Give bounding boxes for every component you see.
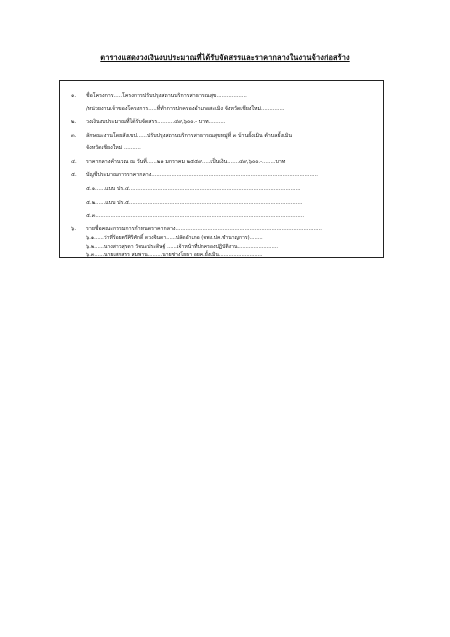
sub-item: ๕.๒......แบบ ปร.๕....................................................................................................... xyxy=(86,200,303,206)
document-title: ตารางแสดงวงเงินงบประมาณที่ได้รับจัดสรรและราคากลางในงานจ้างก่อสร้าง xyxy=(100,53,350,62)
item-median-price: ราคากลางคำนวณ ณ วันที่......๒๑ มกราคม ๒๕๕๙.....เป็นเงิน.......๔๙,๖๐๐.-........บาท xyxy=(86,159,286,165)
item-project-name: ชื่อโครงการ.....โครงการปรับปรุงสถานบริการสาธารณสุข.................. xyxy=(86,93,247,99)
item-number: ๕. xyxy=(71,172,77,178)
item-number: ๑. xyxy=(71,93,77,99)
item-number: ๔. xyxy=(71,159,77,165)
item-committee: รายชื่อคณะกรรมการกำหนดราคากลาง....................................................................................... xyxy=(86,226,322,232)
sub-item: ๖.๓......นายเสกสรร สมพาน.........นายช่างโยธา อยค.ยั้งเมิน........................... xyxy=(86,252,263,258)
item-budget: วงเงินงบประมาณที่ได้รับจัดสรร..........๔๙,๖๐๐.- บาท.......... xyxy=(86,119,226,125)
sub-item: ๖.๒......นางสาวสุรดา วัจนะประดิษฐ์ ......เจ้าหน้าที่ปกครองปฏิบัติงาน......................... xyxy=(86,244,278,250)
item-province: จังหวัดเชียงใหม่ .......... xyxy=(86,145,141,151)
sub-item: ๕.๓............................................................................................................................ xyxy=(86,213,305,219)
item-work-description: ลักษณะงานโดยสังเขป......ปรับปรุงสถานบริการสาธารณสุขหมู่ที่ ๓ บ้านยั้งเมิน ตำบลยั้งเมิน xyxy=(86,133,293,139)
item-number: ๓. xyxy=(71,133,77,139)
item-number: ๒. xyxy=(71,119,77,125)
item-number: ๖. xyxy=(71,226,77,232)
sub-item: ๕.๑......แบบ ปร.๔...................................................................................................... xyxy=(86,186,301,192)
item-estimate-list: บัญชีประมาณการราคากลาง................................................................................................... xyxy=(86,172,318,178)
sub-item: ๖.๑......ว่าที่ร้อยตรีศิริศักดิ์ ดวงจินดา......ปลัดอำเภอ (จพง.ปค.ชำนาญการ)........ xyxy=(86,235,263,241)
item-agency: /หน่วยงานเจ้าของโครงการ.....ที่ทำการปกครองอำเภอสะเมิง จังหวัดเชียงใหม่.............. xyxy=(86,106,285,112)
